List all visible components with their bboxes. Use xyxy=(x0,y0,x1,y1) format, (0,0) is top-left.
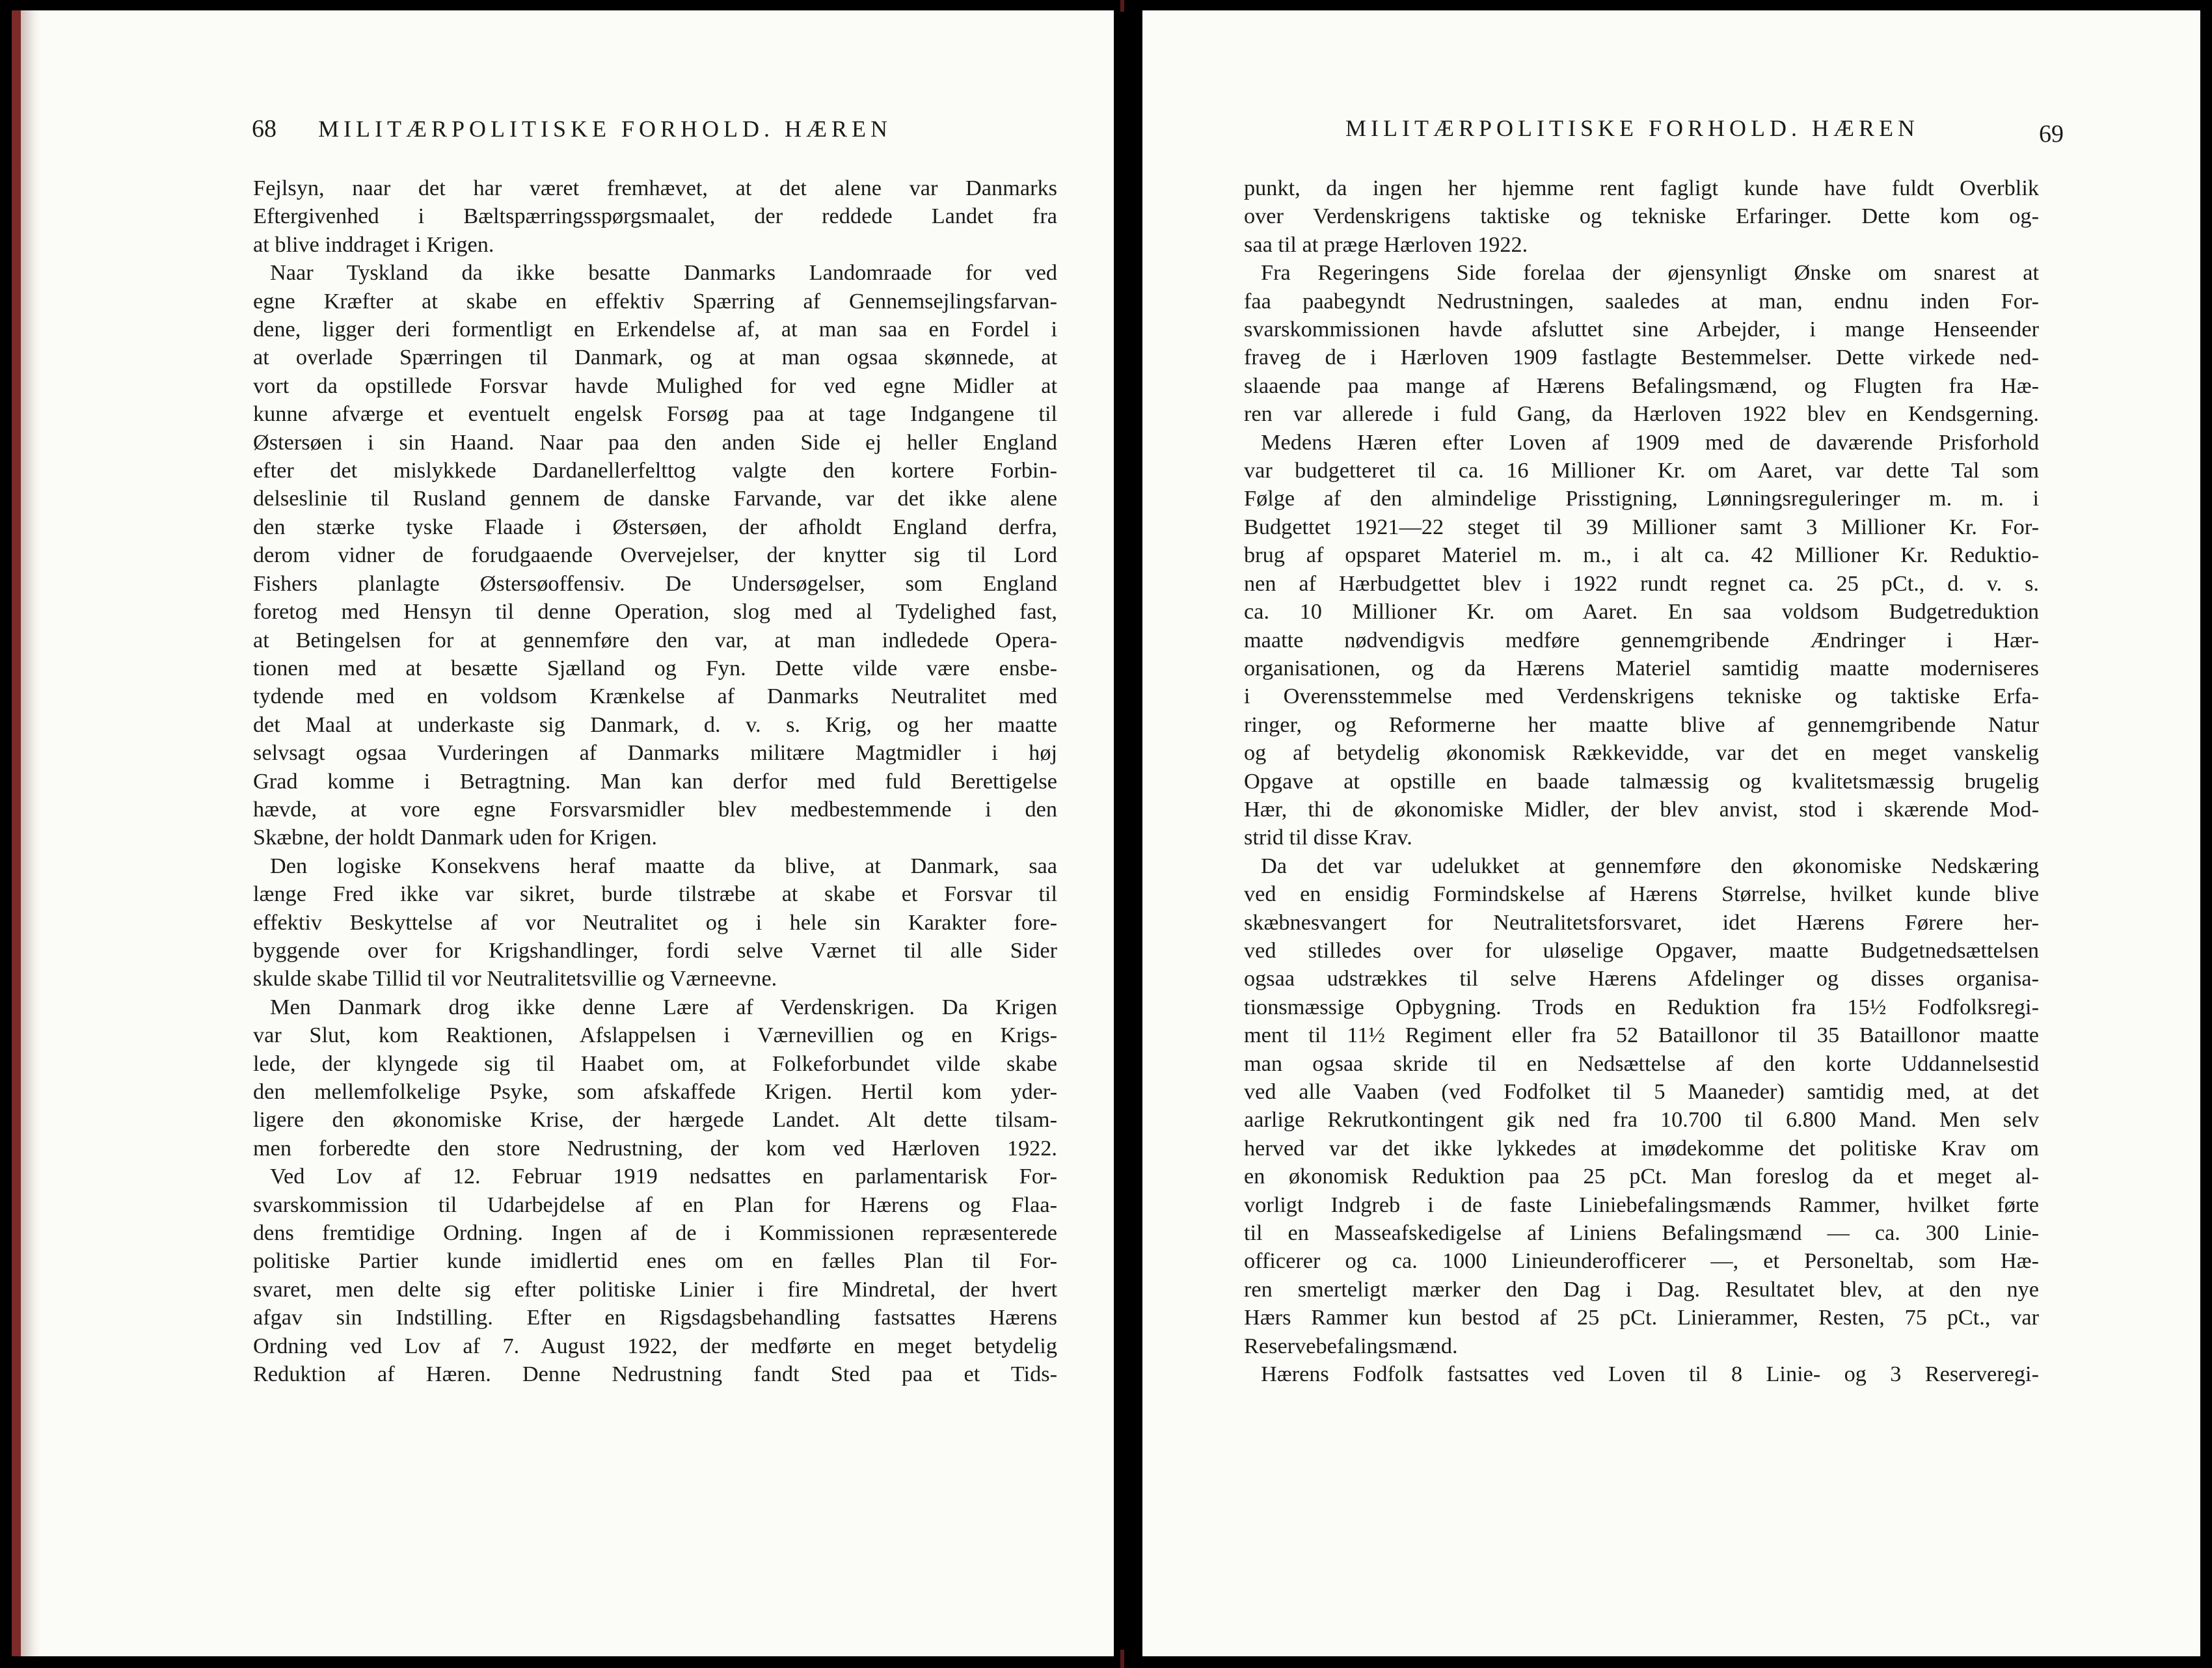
text-line: Eftergivenhed i Bæltspærringsspørgsmaalet, der reddede Landet fra xyxy=(253,204,1057,229)
right-page-number: 69 xyxy=(2039,120,2064,148)
text-line: Ordning ved Lov af 7. August 1922, der medførte en meget betydelig xyxy=(253,1333,1057,1358)
text-line: ren var allerede i fuld Gang, da Hærloven 1922 blev en Kendsgerning. xyxy=(1244,401,2039,427)
text-line: kunne afværge et eventuelt engelsk Forsøg paa at tage Indgangene til xyxy=(253,401,1057,427)
text-line: over Verdenskrigens taktiske og tekniske Erfaringer. Dette kom og- xyxy=(1244,204,2039,229)
text-line: effektiv Beskyttelse af vor Neutralitet og i hele sin Karakter fore- xyxy=(253,909,1057,935)
text-line: organisationen, og da Hærens Materiel samtidig maatte moderniseres xyxy=(1244,655,2039,680)
text-line: at blive inddraget i Krigen. xyxy=(253,232,494,257)
text-line: ogsaa udstrækkes til selve Hærens Afdelinger og disses organisa- xyxy=(1244,966,2039,991)
left-running-head: MILITÆRPOLITISKE FORHOLD. HÆREN xyxy=(318,116,892,142)
text-line: ved stilledes over for uløselige Opgaver, maatte Budgetnedsættelsen xyxy=(1244,937,2039,963)
text-line: Skæbne, der holdt Danmark uden for Krigen. xyxy=(253,825,658,850)
text-line: politiske Partier kunde imidlertid enes om en fælles Plan til For- xyxy=(253,1248,1057,1274)
text-line: Budgettet 1921—22 steget til 39 Millioner samt 3 Millioner Kr. For- xyxy=(1244,514,2039,539)
text-line: dens fremtidige Ordning. Ingen af de i Kommissionen repræsenterede xyxy=(253,1220,1057,1246)
text-line: strid til disse Krav. xyxy=(1244,825,1412,850)
left-page xyxy=(12,10,1114,1656)
text-line: Fejlsyn, naar det har været fremhævet, at det alene var Danmarks xyxy=(253,176,1057,200)
text-line: Ved Lov af 12. Februar 1919 nedsattes en parlamentarisk For- xyxy=(270,1164,1057,1189)
text-line: Medens Hæren efter Loven af 1909 med de daværende Prisforhold xyxy=(1261,429,2039,455)
text-line: ca. 10 Millioner Kr. om Aaret. En saa voldsom Budgetreduktion xyxy=(1244,599,2039,625)
text-line: Grad komme i Betragtning. Man kan derfor med fuld Berettigelse xyxy=(253,768,1057,794)
text-line: saa til at præge Hærloven 1922. xyxy=(1244,232,1528,257)
text-line: Reduktion af Hæren. Denne Nedrustning fandt Sted paa et Tids- xyxy=(253,1362,1057,1387)
gutter-mark-top xyxy=(1120,0,1124,12)
text-line: Fra Regeringens Side forelaa der øjensynligt Ønske om snarest at xyxy=(1261,260,2039,286)
text-line: maatte nødvendigvis medføre gennemgribende Ændringer i Hær- xyxy=(1244,627,2039,652)
text-line: vorligt Indgreb i de faste Liniebefalingsmænds Rammer, hvilket førte xyxy=(1244,1192,2039,1217)
right-page-header xyxy=(1345,114,2064,154)
text-line: nen af Hærbudgettet blev i 1922 rundt regnet ca. 25 pCt., d. v. s. xyxy=(1244,571,2039,596)
text-line: at overlade Spærringen til Danmark, og at man ogsaa skønnede, at xyxy=(253,345,1057,370)
text-line: i Overensstemmelse med Verdenskrigens tekniske og taktiske Erfa- xyxy=(1244,684,2039,709)
text-line: afgav sin Indstilling. Efter en Rigsdagsbehandling fastsattes Hærens xyxy=(253,1305,1057,1330)
text-line: byggende over for Krigshandlinger, fordi selve Værnet til alle Sider xyxy=(253,937,1057,963)
text-line: selvsagt ogsaa Vurderingen af Danmarks militære Magtmidler i høj xyxy=(253,740,1057,766)
text-line: det Maal at underkaste sig Danmark, d. v. s. Krig, og her maatte xyxy=(253,712,1057,737)
text-line: Fishers planlagte Østersøoffensiv. De Undersøgelser, som England xyxy=(253,571,1057,596)
text-line: skulde skabe Tillid til vor Neutralitetsvillie og Værneevne. xyxy=(253,966,777,991)
text-line: officerer og ca. 1000 Linieunderofficerer —, et Personeltab, som Hæ- xyxy=(1244,1248,2039,1274)
text-line: hævde, at vore egne Forsvarsmidler blev medbestemmende i den xyxy=(253,796,1057,822)
text-line: ligere den økonomiske Krise, der hærgede Landet. Alt dette tilsam- xyxy=(253,1107,1057,1133)
right-page-body xyxy=(1244,174,2039,1388)
text-line: faa paabegyndt Nedrustningen, saaledes at man, endnu inden For- xyxy=(1244,288,2039,314)
text-line: foretog med Hensyn til denne Operation, slog med al Tydelighed fast, xyxy=(253,599,1057,625)
text-line: ringer, og Reformerne her maatte blive af gennemgribende Natur xyxy=(1244,712,2039,737)
text-line: derom vidner de forudgaaende Overvejelser, der knytter sig til Lord xyxy=(253,543,1057,568)
text-line: til en Masseafskedigelse af Liniens Befalingsmænd — ca. 300 Linie- xyxy=(1244,1220,2039,1246)
text-line: var Slut, kom Reaktionen, Afslappelsen i Værnevillien og en Krigs- xyxy=(253,1023,1057,1048)
text-line: den mellemfolkelige Psyke, som afskaffede Krigen. Hertil kom yder- xyxy=(253,1079,1057,1104)
text-line: den stærke tyske Flaade i Østersøen, der afholdt England derfra, xyxy=(253,514,1057,539)
gutter-mark-bottom xyxy=(1120,1650,1124,1668)
text-line: ved alle Vaaben (ved Fodfolket til 5 Maaneder) samtidig med, at det xyxy=(1244,1079,2039,1104)
text-line: svaret, men delte sig efter politiske Linier i fire Mindretal, der hvert xyxy=(253,1276,1057,1302)
text-line: Naar Tyskland da ikke besatte Danmarks Landomraade for ved xyxy=(270,260,1057,286)
text-line: ved en ensidig Formindskelse af Hærens Størrelse, hvilket kunde blive xyxy=(1244,881,2039,907)
text-line: Opgave at opstille en baade talmæssig og kvalitetsmæssig brugelig xyxy=(1244,768,2039,794)
right-running-head: MILITÆRPOLITISKE FORHOLD. HÆREN xyxy=(1345,115,1919,141)
text-line: Hær, thi de økonomiske Midler, der blev anvist, stod i skærende Mod- xyxy=(1244,796,2039,822)
text-line: aarlige Rekrutkontingent gik ned fra 10.700 til 6.800 Mand. Men selv xyxy=(1244,1107,2039,1133)
left-page-body xyxy=(253,174,1057,1388)
text-line: ren smerteligt mærker den Dag i Dag. Resultatet blev, at den nye xyxy=(1244,1276,2039,1302)
left-page-number: 68 xyxy=(252,115,276,142)
text-line: Følge af den almindelige Prisstigning, Lønningsreguleringer m. m. i xyxy=(1244,486,2039,511)
text-line: brug af opsparet Materiel m. m., i alt ca. 42 Millioner Kr. Reduktio- xyxy=(1244,543,2039,568)
text-line: Den logiske Konsekvens heraf maatte da blive, at Danmark, saa xyxy=(270,853,1057,878)
left-page-header xyxy=(252,114,1032,154)
text-line: efter det mislykkede Dardanellerfelttog valgte den kortere Forbin- xyxy=(253,458,1057,483)
text-line: vort da opstillede Forsvar havde Mulighed for ved egne Midler at xyxy=(253,373,1057,398)
text-line: at Betingelsen for at gennemføre den var, at man indledede Opera- xyxy=(253,627,1057,652)
text-line: Reservebefalingsmænd. xyxy=(1244,1333,1458,1358)
text-line: punkt, da ingen her hjemme rent fagligt kunde have fuldt Overblik xyxy=(1244,176,2039,200)
left-page-binding-edge xyxy=(21,10,40,1656)
text-line: lede, der klyngede sig til Haabet om, at Folkeforbundet vilde skabe xyxy=(253,1051,1057,1076)
text-line: længe Fred ikke var sikret, burde tilstræbe at skabe et Forsvar til xyxy=(253,881,1057,907)
text-line: tydende med en voldsom Krænkelse af Danmarks Neutralitet med xyxy=(253,684,1057,709)
text-line: men forberedte den store Nedrustning, der kom ved Hærloven 1922. xyxy=(253,1135,1057,1161)
text-line: ment til 11½ Regiment eller fra 52 Bataillonor til 35 Bataillonor maatte xyxy=(1244,1023,2039,1048)
text-line: egne Kræfter at skabe en effektiv Spærring af Gennemsejlingsfarvan- xyxy=(253,288,1057,314)
text-line: og af betydelig økonomisk Rækkevidde, var det en meget vanskelig xyxy=(1244,740,2039,766)
text-line: svarskommission til Udarbejdelse af en Plan for Hærens og Flaa- xyxy=(253,1192,1057,1217)
text-line: Da det var udelukket at gennemføre den økonomiske Nedskæring xyxy=(1261,853,2039,878)
text-line: herved var det ikke lykkedes at imødekomme det politiske Krav om xyxy=(1244,1135,2039,1161)
text-line: fraveg de i Hærloven 1909 fastlagte Bestemmelser. Dette virkede ned- xyxy=(1244,345,2039,370)
text-line: dene, ligger deri formentligt en Erkendelse af, at man saa en Fordel i xyxy=(253,317,1057,342)
right-page xyxy=(1142,10,2200,1656)
text-line: delseslinie til Rusland gennem de danske Farvande, var det ikke alene xyxy=(253,486,1057,511)
text-line: skæbnesvangert for Neutralitetsforsvaret, idet Hærens Førere her- xyxy=(1244,909,2039,935)
text-line: var budgetteret til ca. 16 Millioner Kr. om Aaret, var dette Tal som xyxy=(1244,458,2039,483)
text-line: man ogsaa skride til en Nedsættelse af den korte Uddannelsestid xyxy=(1244,1051,2039,1076)
text-line: svarskommissionen havde afsluttet sine Arbejder, i mange Henseender xyxy=(1244,317,2039,342)
text-line: en økonomisk Reduktion paa 25 pCt. Man foreslog da et meget al- xyxy=(1244,1164,2039,1189)
text-line: Østersøen i sin Haand. Naar paa den anden Side ej heller England xyxy=(253,429,1057,455)
text-line: slaaende paa mange af Hærens Befalingsmænd, og Flugten fra Hæ- xyxy=(1244,373,2039,398)
text-line: Men Danmark drog ikke denne Lære af Verdenskrigen. Da Krigen xyxy=(270,994,1057,1019)
text-line: tionsmæssige Opbygning. Trods en Reduktion fra 15½ Fodfolksregi- xyxy=(1244,994,2039,1019)
text-line: Hærens Fodfolk fastsattes ved Loven til 8 Linie- og 3 Reserveregi- xyxy=(1261,1362,2039,1387)
text-line: Hærs Rammer kun bestod af 25 pCt. Linierammer, Resten, 75 pCt., var xyxy=(1244,1305,2039,1330)
text-line: tionen med at besætte Sjælland og Fyn. Dette vilde være ensbe- xyxy=(253,655,1057,680)
